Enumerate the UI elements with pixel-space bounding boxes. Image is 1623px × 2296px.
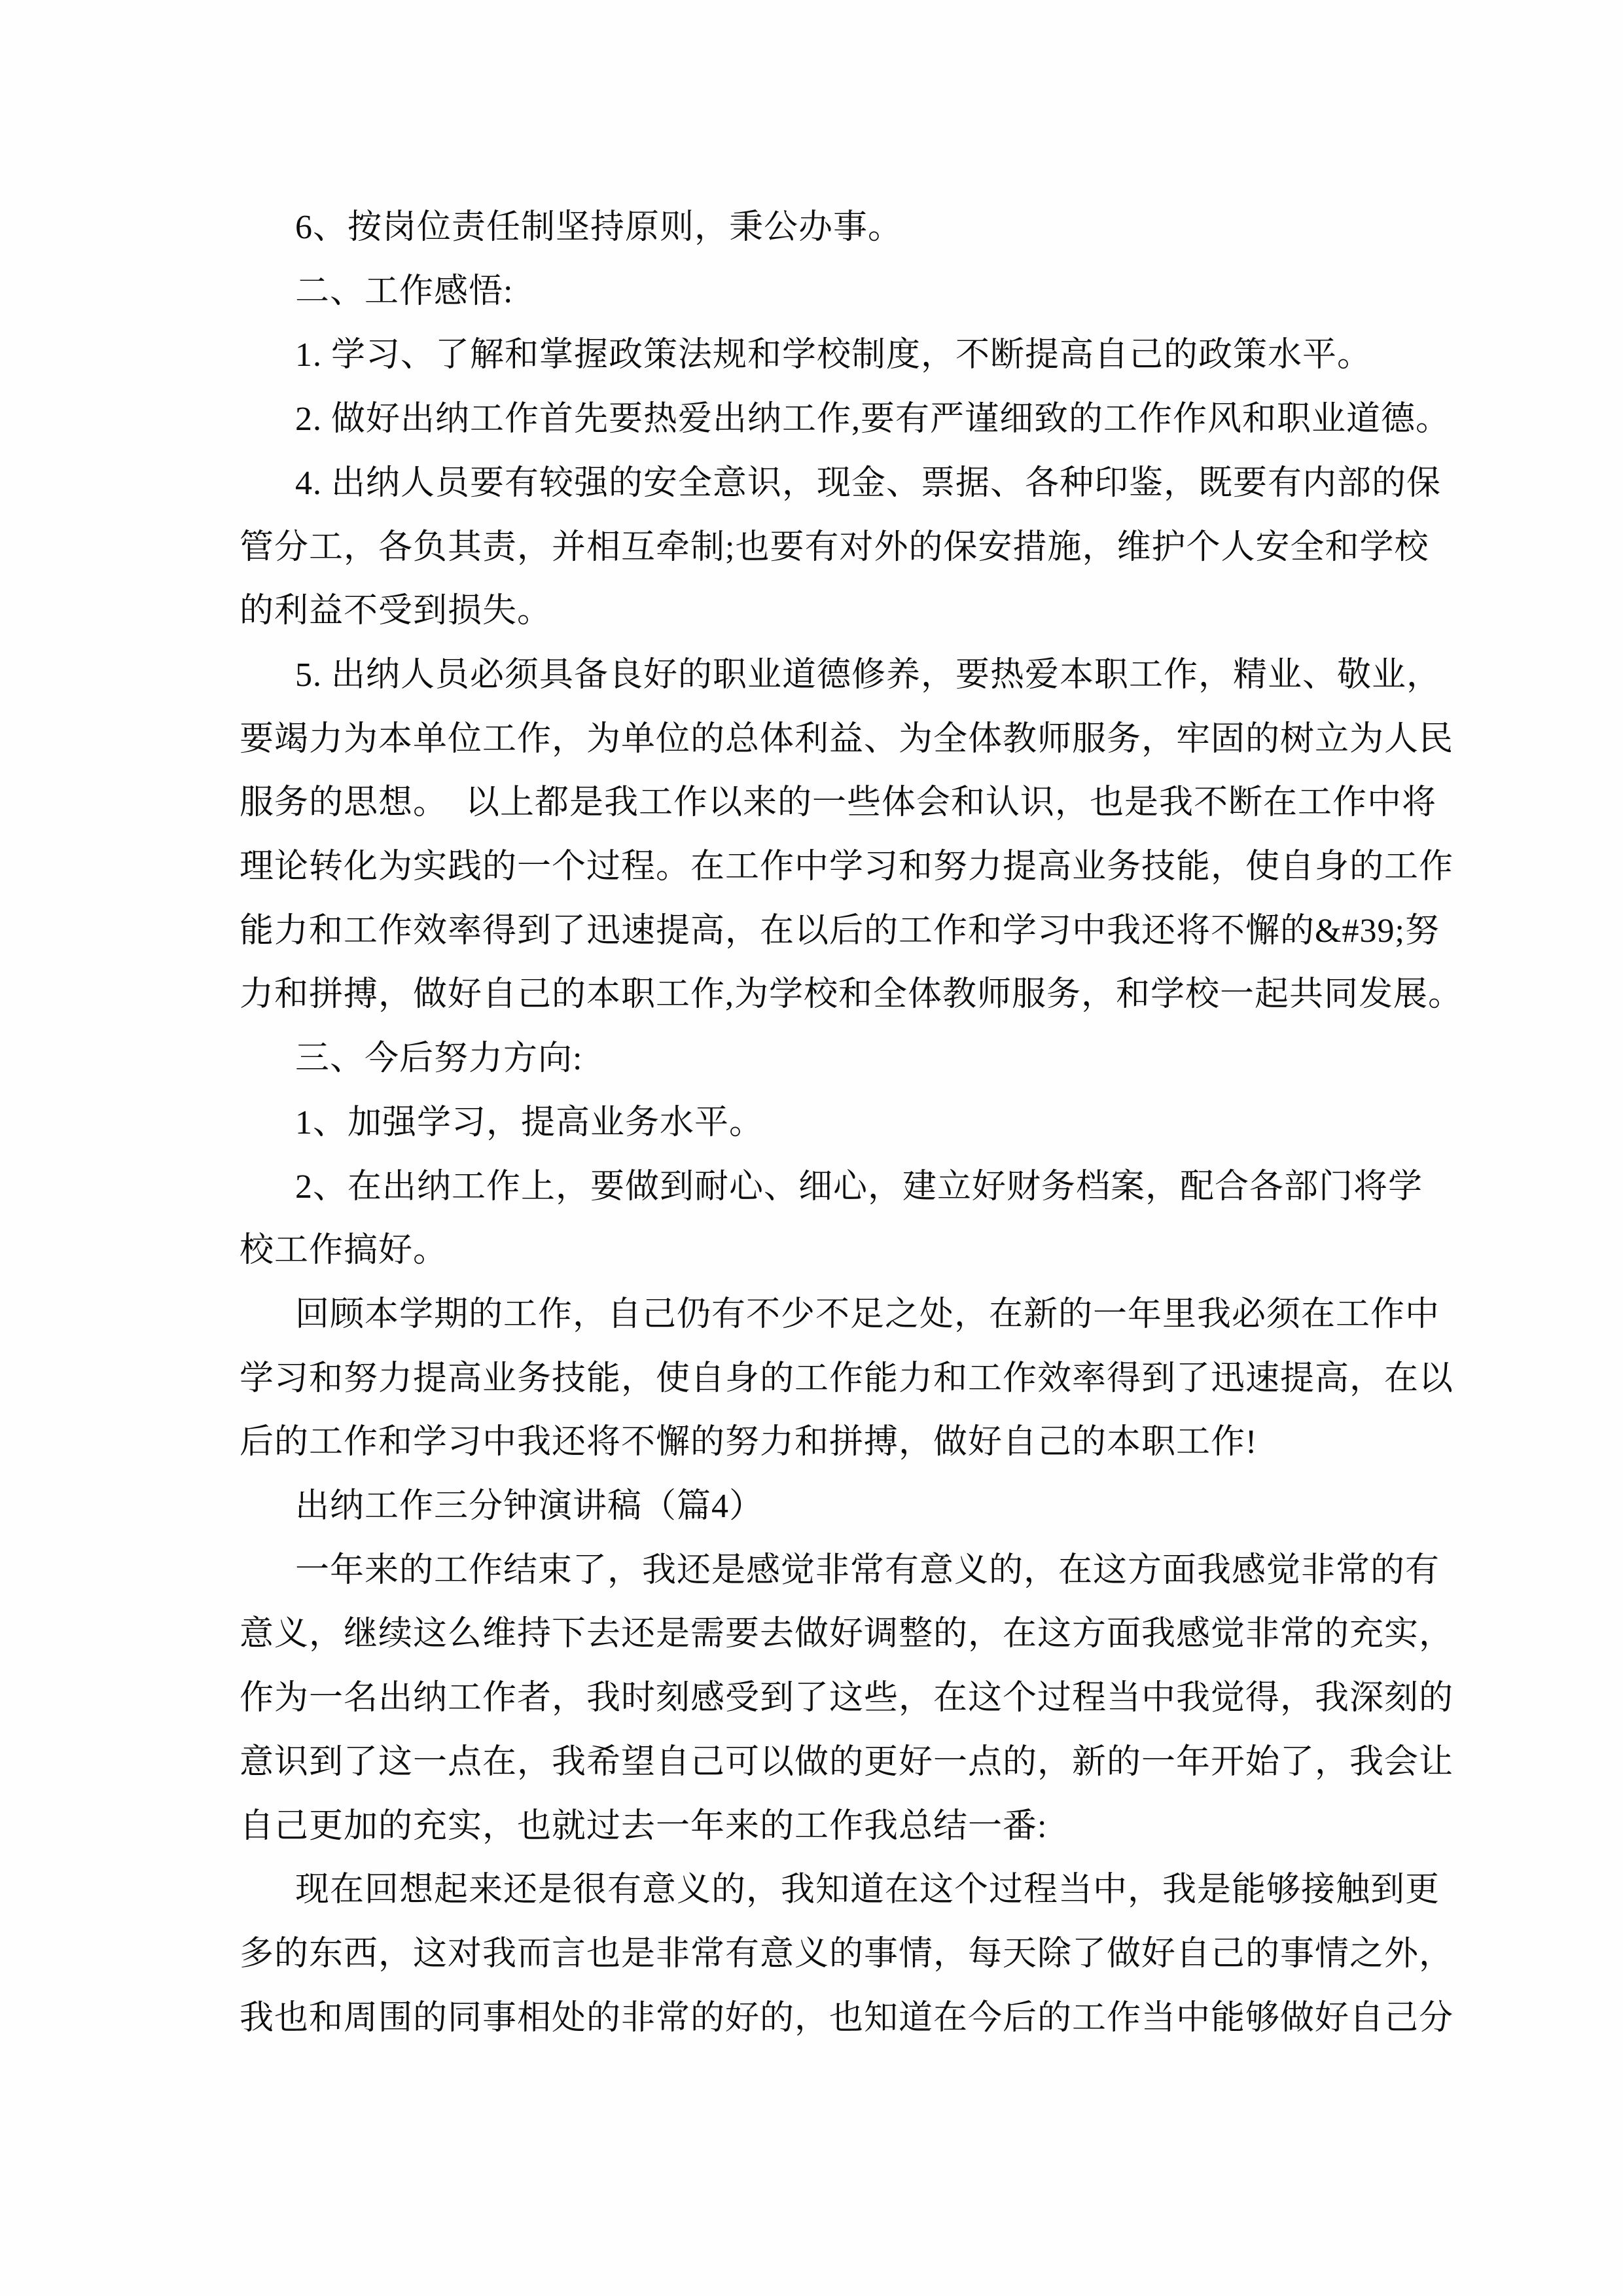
text-line: 要竭力为本单位工作，为单位的总体利益、为全体教师服务，牢固的树立为人民	[240, 720, 1454, 758]
text-line: 的利益不受到损失。	[240, 592, 552, 630]
text-line: 1. 学习、了解和掌握政策法规和学校制度，不断提高自己的政策水平。	[295, 336, 1372, 374]
text-line: 5. 出纳人员必须具备良好的职业道德修养，要热爱本职工作，精业、敬业，	[295, 656, 1442, 694]
text-line: 自己更加的充实，也就过去一年来的工作我总结一番:	[240, 1807, 1048, 1845]
text-line: 三、今后努力方向:	[295, 1040, 583, 1078]
text-line: 力和拼搏，做好自己的本职工作,为学校和全体教师服务，和学校一起共同发展。	[240, 976, 1463, 1014]
text-line: 多的东西，这对我而言也是非常有意义的事情，每天除了做好自己的事情之外，	[240, 1935, 1454, 1973]
text-line: 我也和周围的同事相处的非常的好的，也知道在今后的工作当中能够做好自己分	[240, 1999, 1454, 2037]
text-line: 一年来的工作结束了，我还是感觉非常有意义的，在这方面我感觉非常的有	[295, 1551, 1440, 1589]
text-line: 理论转化为实践的一个过程。在工作中学习和努力提高业务技能，使自身的工作	[240, 848, 1454, 886]
text-line: 1、加强学习，提高业务水平。	[295, 1103, 764, 1141]
text-line: 后的工作和学习中我还将不懈的努力和拼搏，做好自己的本职工作!	[240, 1424, 1258, 1462]
text-line: 学习和努力提高业务技能，使自身的工作能力和工作效率得到了迅速提高，在以	[240, 1359, 1454, 1397]
text-line: 校工作搞好。	[240, 1232, 448, 1270]
text-line: 6、按岗位责任制坚持原则，秉公办事。	[295, 209, 903, 246]
text-line: 能力和工作效率得到了迅速提高，在以后的工作和学习中我还将不懈的&#39;努	[240, 912, 1440, 950]
text-line: 4. 出纳人员要有较强的安全意识，现金、票据、各种印鉴，既要有内部的保	[295, 464, 1442, 502]
text-line: 2. 做好出纳工作首先要热爱出纳工作,要有严谨细致的工作作风和职业道德。	[295, 401, 1451, 439]
text-line: 管分工，各负其责，并相互牵制;也要有对外的保安措施，维护个人安全和学校	[240, 528, 1429, 566]
text-line: 出纳工作三分钟演讲稿（篇4）	[295, 1488, 764, 1526]
text-line: 服务的思想。 以上都是我工作以来的一些体会和认识，也是我不断在工作中将	[240, 784, 1437, 822]
text-line: 二、工作感悟:	[295, 272, 514, 310]
text-line: 回顾本学期的工作，自己仍有不少不足之处，在新的一年里我必须在工作中	[295, 1295, 1440, 1333]
text-line: 作为一名出纳工作者，我时刻感受到了这些，在这个过程当中我觉得，我深刻的	[240, 1679, 1454, 1717]
text-line: 现在回想起来还是很有意义的，我知道在这个过程当中，我是能够接触到更	[295, 1871, 1440, 1909]
text-line: 意义，继续这么维持下去还是需要去做好调整的，在这方面我感觉非常的充实，	[240, 1615, 1454, 1653]
text-line: 2、在出纳工作上，要做到耐心、细心，建立好财务档案，配合各部门将学	[295, 1168, 1423, 1206]
text-line: 意识到了这一点在，我希望自己可以做的更好一点的，新的一年开始了，我会让	[240, 1743, 1454, 1781]
